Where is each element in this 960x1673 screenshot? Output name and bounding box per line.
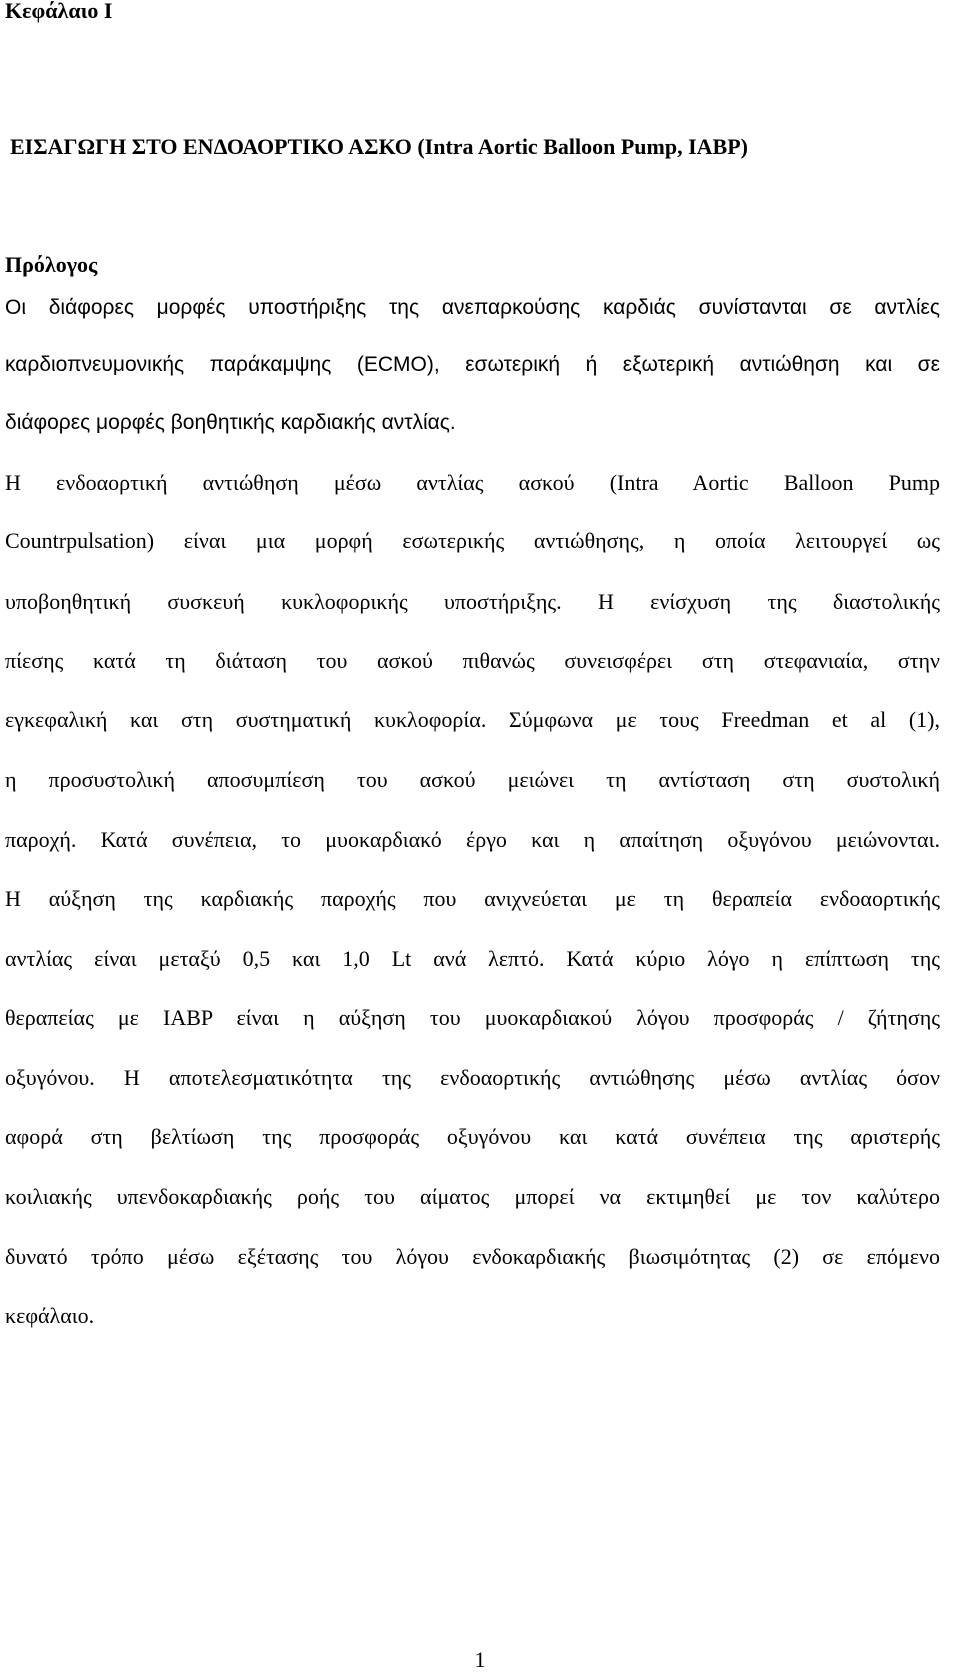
text-line: κεφάλαιο. <box>5 1303 95 1328</box>
chapter-title: ΕΙΣΑΓΩΓΗ ΣΤΟ ΕΝΔΟΑΟΡΤΙΚΟ ΑΣΚΟ (Intra Aortic Balloon Pump, IABP) <box>10 134 748 159</box>
text-line: αντλίας είναι μεταξύ 0,5 και 1,0 Lt ανά λεπτό. Κατά κύριο λόγο η επίπτωση της <box>5 946 940 971</box>
chapter-label: Κεφάλαιο Ι <box>5 0 113 23</box>
text-line: Countrpulsation) είναι μια μορφή εσωτερικής αντιώθησης, η οποία λειτουργεί ως <box>5 528 940 553</box>
text-line: υποβοηθητική συσκευή κυκλοφορικής υποστήριξης. Η ενίσχυση της διαστολικής <box>5 589 940 614</box>
text-line: παροχή. Κατά συνέπεια, το μυοκαρδιακό έργο και η απαίτηση οξυγόνου μειώνονται. <box>5 827 940 852</box>
text-line: οξυγόνου. Η αποτελεσματικότητα της ενδοαορτικής αντιώθησης μέσω αντλίας όσον <box>5 1065 940 1090</box>
section-heading: Πρόλογος <box>5 252 98 277</box>
text-line: εγκεφαλική και στη συστηματική κυκλοφορία. Σύμφωνα με τους Freedman et al (1), <box>5 707 940 732</box>
text-line: δυνατό τρόπο μέσω εξέτασης του λόγου ενδοκαρδιακής βιωσιμότητας (2) σε επόμενο <box>5 1244 940 1269</box>
text-line: θεραπείας με IABP είναι η αύξηση του μυοκαρδιακού λόγου προσφοράς / ζήτησης <box>5 1005 940 1030</box>
text-line: Η ενδοαορτική αντιώθηση μέσω αντλίας ασκού (Intra Aortic Balloon Pump <box>5 470 940 495</box>
text-line: διάφορες μορφές βοηθητικής καρδιακής αντλίας. <box>5 411 456 434</box>
text-line: κοιλιακής υπενδοκαρδιακής ροής του αίματος μπορεί να εκτιμηθεί με τον καλύτερο <box>5 1184 940 1209</box>
text-line: Οι διάφορες μορφές υποστήριξης της ανεπαρκούσης καρδιάς συνίστανται σε αντλίες <box>5 296 940 319</box>
text-line: πίεσης κατά τη διάταση του ασκού πιθανώς συνεισφέρει στη στεφανιαία, στην <box>5 648 940 673</box>
page-number: 1 <box>474 1647 486 1672</box>
text-line: Η αύξηση της καρδιακής παροχής που ανιχνεύεται με τη θεραπεία ενδοαορτικής <box>5 886 940 911</box>
text-line: η προσυστολική αποσυμπίεση του ασκού μειώνει τη αντίσταση στη συστολική <box>5 767 940 792</box>
text-line: καρδιοπνευμονικής παράκαμψης (ECMO), εσωτερική ή εξωτερική αντιώθηση και σε <box>5 353 940 376</box>
text-line: αφορά στη βελτίωση της προσφοράς οξυγόνου και κατά συνέπεια της αριστερής <box>5 1124 940 1149</box>
